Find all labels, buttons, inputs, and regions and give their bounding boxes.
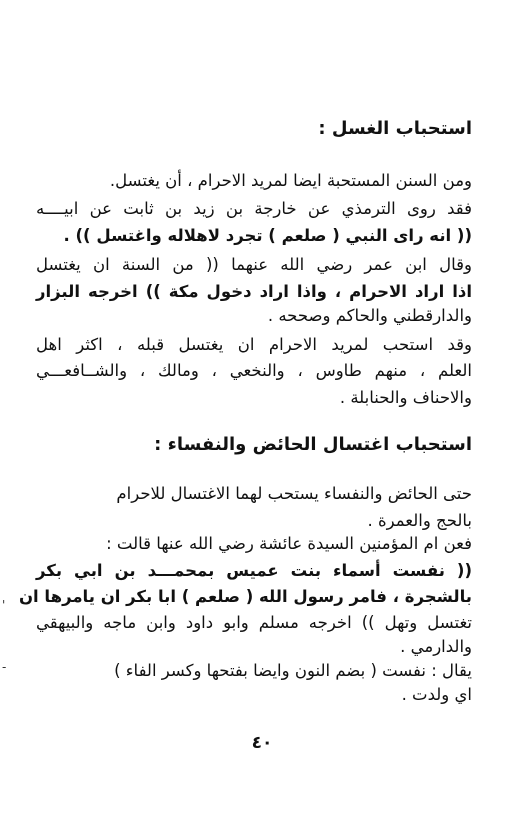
- hadith-quote-line: (( نفست أسماء بنت عميس بمحمـــد بن ابي بكر: [36, 561, 472, 580]
- section-heading-ghusl: استحباب الغسل :: [318, 118, 472, 139]
- hadith-quote-line: بالشجرة ، فامر رسول الله ( صلعم ) ابا بكر ان يامرها ان: [18, 587, 472, 606]
- text-line: والدارمي .: [400, 637, 472, 656]
- text-line: والدارقطني والحاكم وصححه .: [267, 306, 472, 325]
- text-line: بالحج والعمرة .: [367, 511, 472, 530]
- text-line: اي ولدت .: [401, 685, 472, 704]
- section-heading-menstruating: استحباب اغتسال الحائض والنفساء :: [154, 434, 472, 455]
- text-line: وقال ابن عمر رضي الله عنهما (( من السنة ان يغتسل: [36, 255, 472, 274]
- text-line: حتى الحائض والنفساء يستحب لهما الاغتسال للاحرام: [116, 484, 472, 503]
- scan-edge-mark: -: [2, 660, 7, 674]
- text-line: ومن السنن المستحبة ايضا لمريد الاحرام ، أن يغتسل.: [109, 171, 472, 190]
- text-line: تغتسل وتهل )) اخرجه مسلم وابو داود وابن ماجه والبيهقي: [36, 613, 472, 632]
- hadith-quote-line: اذا اراد الاحرام ، واذا اراد دخول مكة )) اخرجه البزار: [36, 282, 472, 301]
- text-line: وقد استحب لمريد الاحرام ان يغتسل قبله ، اكثر اهل: [36, 335, 472, 354]
- text-line: والاحناف والحنابلة .: [339, 388, 472, 407]
- text-line: يقال : نفست ( بضم النون وايضا بفتحها وكسر الفاء ): [114, 661, 472, 680]
- text-line: فقد روى الترمذي عن خارجة بن زيد بن ثابت عن ابيــــه: [36, 199, 472, 218]
- text-line: فعن ام المؤمنين السيدة عائشة رضي الله عنها قالت :: [106, 534, 472, 553]
- hadith-quote-line: (( انه راى النبي ( صلعم ) تجرد لاهلاله واغتسل )) .: [63, 226, 472, 245]
- page-number: ٤٠: [251, 733, 273, 753]
- text-line: العلم ، منهم طاوس ، والنخعي ، ومالك ، والشــافعـــي: [36, 361, 472, 380]
- scan-edge-mark: ': [2, 598, 6, 612]
